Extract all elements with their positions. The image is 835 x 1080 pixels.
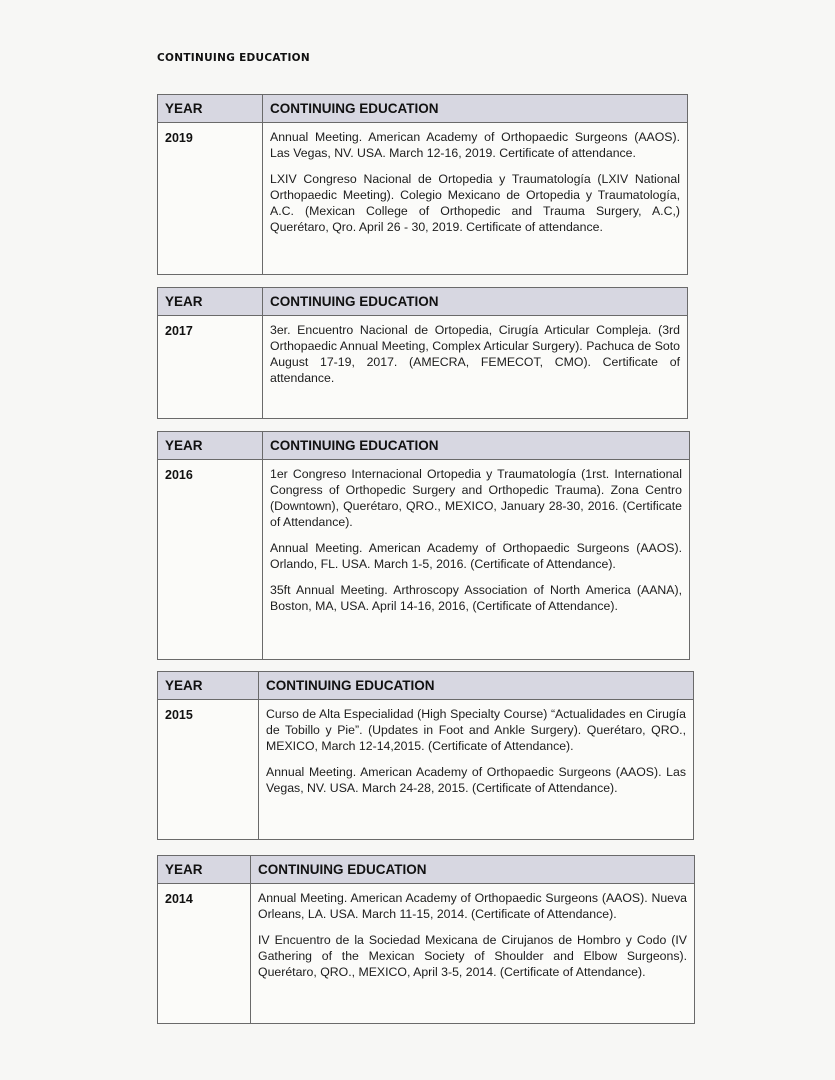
year-cell: 2017 — [158, 316, 263, 419]
education-table-2015 — [157, 671, 694, 840]
education-entry: 1er Congreso Internacional Ortopedia y Traumatología (1rst. International Congress of Orthopedic Surgery and Orthopedic Trauma). Zona Centro (Downtown), Querétaro, QRO., MEXICO, January 28-30, 2016. (Certificate of Attendance). — [270, 467, 682, 529]
education-table-2017 — [157, 287, 688, 419]
education-entry: Annual Meeting. American Academy of Orthopaedic Surgeons (AAOS). Las Vegas, NV. USA. March 12-16, 2019. Certificate of attendance. — [270, 130, 680, 160]
table-header-row — [158, 95, 688, 123]
year-column-header: YEAR — [158, 432, 263, 460]
education-entry: IV Encuentro de la Sociedad Mexicana de Cirujanos de Hombro y Codo (IV Gathering of the Mexican Society of Shoulder and Elbow Surgeons). Querétaro, QRO., MEXICO, April 3-5, 2014. (Certificate of Attendance). — [258, 933, 687, 979]
education-column-header: CONTINUING EDUCATION — [251, 856, 695, 884]
education-column-header: CONTINUING EDUCATION — [263, 95, 688, 123]
education-cell — [259, 700, 694, 840]
table-row — [158, 884, 695, 1024]
education-entry: Annual Meeting. American Academy of Orthopaedic Surgeons (AAOS). Nueva Orleans, LA. USA. March 11-15, 2014. (Certificate of Attendance). — [258, 891, 687, 921]
education-cell — [263, 316, 688, 419]
year-column-header: YEAR — [158, 95, 263, 123]
year-cell: 2015 — [158, 700, 259, 840]
education-cell — [263, 123, 688, 275]
education-table-2016 — [157, 431, 690, 660]
education-column-header: CONTINUING EDUCATION — [259, 672, 694, 700]
education-entry: 3er. Encuentro Nacional de Ortopedia, Cirugía Articular Compleja. (3rd Orthopaedic Annual Meeting, Complex Articular Surgery). Pachuca de Soto August 17-19, 2017. (AMECRA, FEMECOT, CMO). Certificate of attendance. — [270, 323, 680, 385]
year-cell: 2019 — [158, 123, 263, 275]
education-table-2019 — [157, 94, 688, 275]
education-entry: Curso de Alta Especialidad (High Specialty Course) “Actualidades en Cirugía de Tobillo y Pie”. (Updates in Foot and Ankle Surgery). Querétaro, QRO., MEXICO, March 12-14,2015. (Certificate of Attendance). — [266, 707, 686, 753]
education-entry: 35ft Annual Meeting. Arthroscopy Association of North America (AANA), Boston, MA, USA. April 14-16, 2016, (Certificate of Attendance). — [270, 583, 682, 613]
education-column-header: CONTINUING EDUCATION — [263, 432, 690, 460]
table-row — [158, 700, 694, 840]
table-row — [158, 123, 688, 275]
year-cell: 2014 — [158, 884, 251, 1024]
table-header-row — [158, 672, 694, 700]
table-row — [158, 460, 690, 660]
page-heading: CONTINUING EDUCATION — [157, 52, 310, 64]
education-cell — [251, 884, 695, 1024]
education-entry: Annual Meeting. American Academy of Orthopaedic Surgeons (AAOS). Orlando, FL. USA. March 1-5, 2016. (Certificate of Attendance). — [270, 541, 682, 571]
education-table-2014 — [157, 855, 695, 1024]
table-header-row — [158, 432, 690, 460]
education-entry: Annual Meeting. American Academy of Orthopaedic Surgeons (AAOS). Las Vegas, NV. USA. March 24-28, 2015. (Certificate of Attendance). — [266, 765, 686, 795]
education-cell — [263, 460, 690, 660]
year-cell: 2016 — [158, 460, 263, 660]
year-column-header: YEAR — [158, 288, 263, 316]
education-entry: LXIV Congreso Nacional de Ortopedia y Traumatología (LXIV National Orthopaedic Meeting). Colegio Mexicano de Ortopedia y Traumatología, A.C. (Mexican College of Orthopedic and Trauma Surgery, A.C,) Querétaro, Qro. April 26 - 30, 2019. Certificate of attendance. — [270, 172, 680, 234]
table-header-row — [158, 288, 688, 316]
table-header-row — [158, 856, 695, 884]
year-column-header: YEAR — [158, 856, 251, 884]
table-row — [158, 316, 688, 419]
year-column-header: YEAR — [158, 672, 259, 700]
education-column-header: CONTINUING EDUCATION — [263, 288, 688, 316]
